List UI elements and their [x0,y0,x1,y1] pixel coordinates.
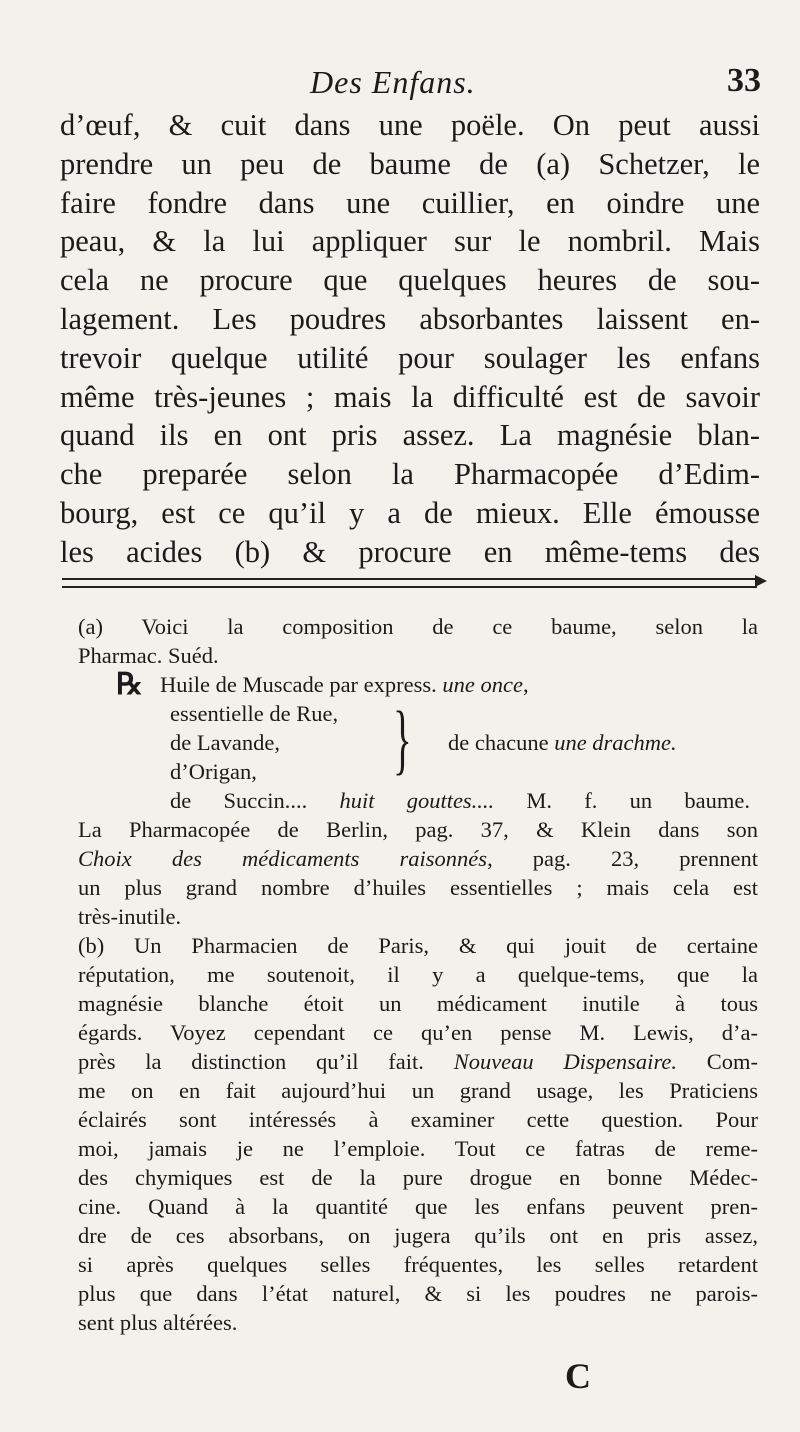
footnote-text: Com- [676,1049,759,1074]
footnote-line: égards. Voyez cependant ce qu’en pense M. Lewis, d’a- [78,1020,758,1045]
body-line: peau, & la lui appliquer sur le nombril. Mais [60,224,760,259]
footnote-line: moi, jamais je ne l’emploie. Tout ce fatras de reme- [78,1136,758,1161]
footnote-a [78,612,758,931]
recipe-symbol: ℞ [116,668,143,701]
book-title: Choix des médicaments raisonnés [78,846,488,871]
footnote-line: Pharmac. Suéd. [78,643,219,668]
brace-text: de chacune [448,730,555,755]
footnote-line: sent plus altérées. [78,1310,238,1335]
body-line: les acides (b) & procure en même-tems des [60,534,760,569]
footnote-line: éclairés sont intéressés à examiner cette question. Pour [78,1107,758,1132]
page-number: 33 [727,62,761,99]
recipe-line: essentielle de Rue, [170,701,339,726]
footnote-line: des chymiques est de la pure drogue en bonne Médec- [78,1165,758,1190]
curly-brace: } [393,695,412,782]
footnote-line: cine. Quand à la quantité que les enfans peuvent pren- [78,1194,758,1219]
footnote-line: (b) Un Pharmacien de Paris, & qui jouit de certaine [78,933,758,958]
footnote-line: (a) Voici la composition de ce baume, selon la [78,614,758,639]
recipe-punct: , [523,672,529,697]
recipe-block [78,670,758,815]
brace-dose [448,728,677,757]
body-line: trevoir quelque utilité pour soulager les enfans [60,340,760,375]
recipe-dose: huit gouttes.... [339,788,495,813]
footnote-line: très-inutile. [78,904,182,929]
footnote-text: , pag. 23, prennent [487,846,758,871]
footnotes [78,612,758,1337]
footnote-line: un plus grand nombre d’huiles essentielles ; mais cela est [78,875,758,900]
footnote-line: réputation, me soutenoit, il y a quelque-tems, que la [78,962,758,987]
footnote-text: près la distinction qu’il fait. [78,1049,454,1074]
footnote-line [78,1047,758,1076]
body-line: bourg, est ce qu’il y a de mieux. Elle émousse [60,495,760,530]
body-line: faire fondre dans une cuillier, en oindre une [60,185,760,220]
recipe-line: d’Origan, [170,759,257,784]
body-line: lagement. Les poudres absorbantes laissent en- [60,301,760,336]
footnote-line: me on en fait aujourd’hui un grand usage, les Praticiens [78,1078,758,1103]
footnote-line: si après quelques selles fréquentes, les selles retardent [78,1252,758,1277]
recipe-line [170,786,750,815]
footnote-line: plus que dans l’état naturel, & si les poudres ne parois- [78,1281,758,1306]
footnote-b [78,931,758,1337]
signature-mark: C [565,1356,591,1396]
body-line: même très-jeunes ; mais la difficulté est de savoir [60,379,760,414]
recipe-line: de Lavande, [170,730,280,755]
body-line: d’œuf, & cuit dans une poële. On peut aussi [60,108,760,142]
footnote-line: magnésie blanche étoit un médicament inutile à tous [78,991,758,1016]
body-line: cela ne procure que quelques heures de sou- [60,263,760,298]
body-line: prendre un peu de baume de (a) Schetzer, le [60,146,760,181]
recipe-text: de Succin.... [170,788,340,813]
page-header [60,62,765,106]
body-line: quand ils en ont pris assez. La magnésie blan- [60,418,760,453]
running-title: Des Enfans. [310,64,476,100]
book-title: Nouveau Dispensaire. [453,1049,677,1074]
recipe-text: M. f. un baume. [494,788,750,813]
main-paragraph [60,106,760,572]
footnote-line: La Pharmacopée de Berlin, pag. 37, & Klein dans son [78,817,758,842]
footnote-line: dre de ces absorbans, on jugera qu’ils ont en pris assez, [78,1223,758,1248]
recipe-text: Huile de Muscade par express. [160,672,443,697]
recipe-line [160,670,529,699]
brace-dose-italic: une drachme. [554,730,677,755]
body-line: che preparée selon la Pharmacopée d’Edim- [60,457,760,492]
footnote-separator-rule [62,578,757,588]
footnote-line [78,844,758,873]
recipe-dose: une once [442,672,523,697]
